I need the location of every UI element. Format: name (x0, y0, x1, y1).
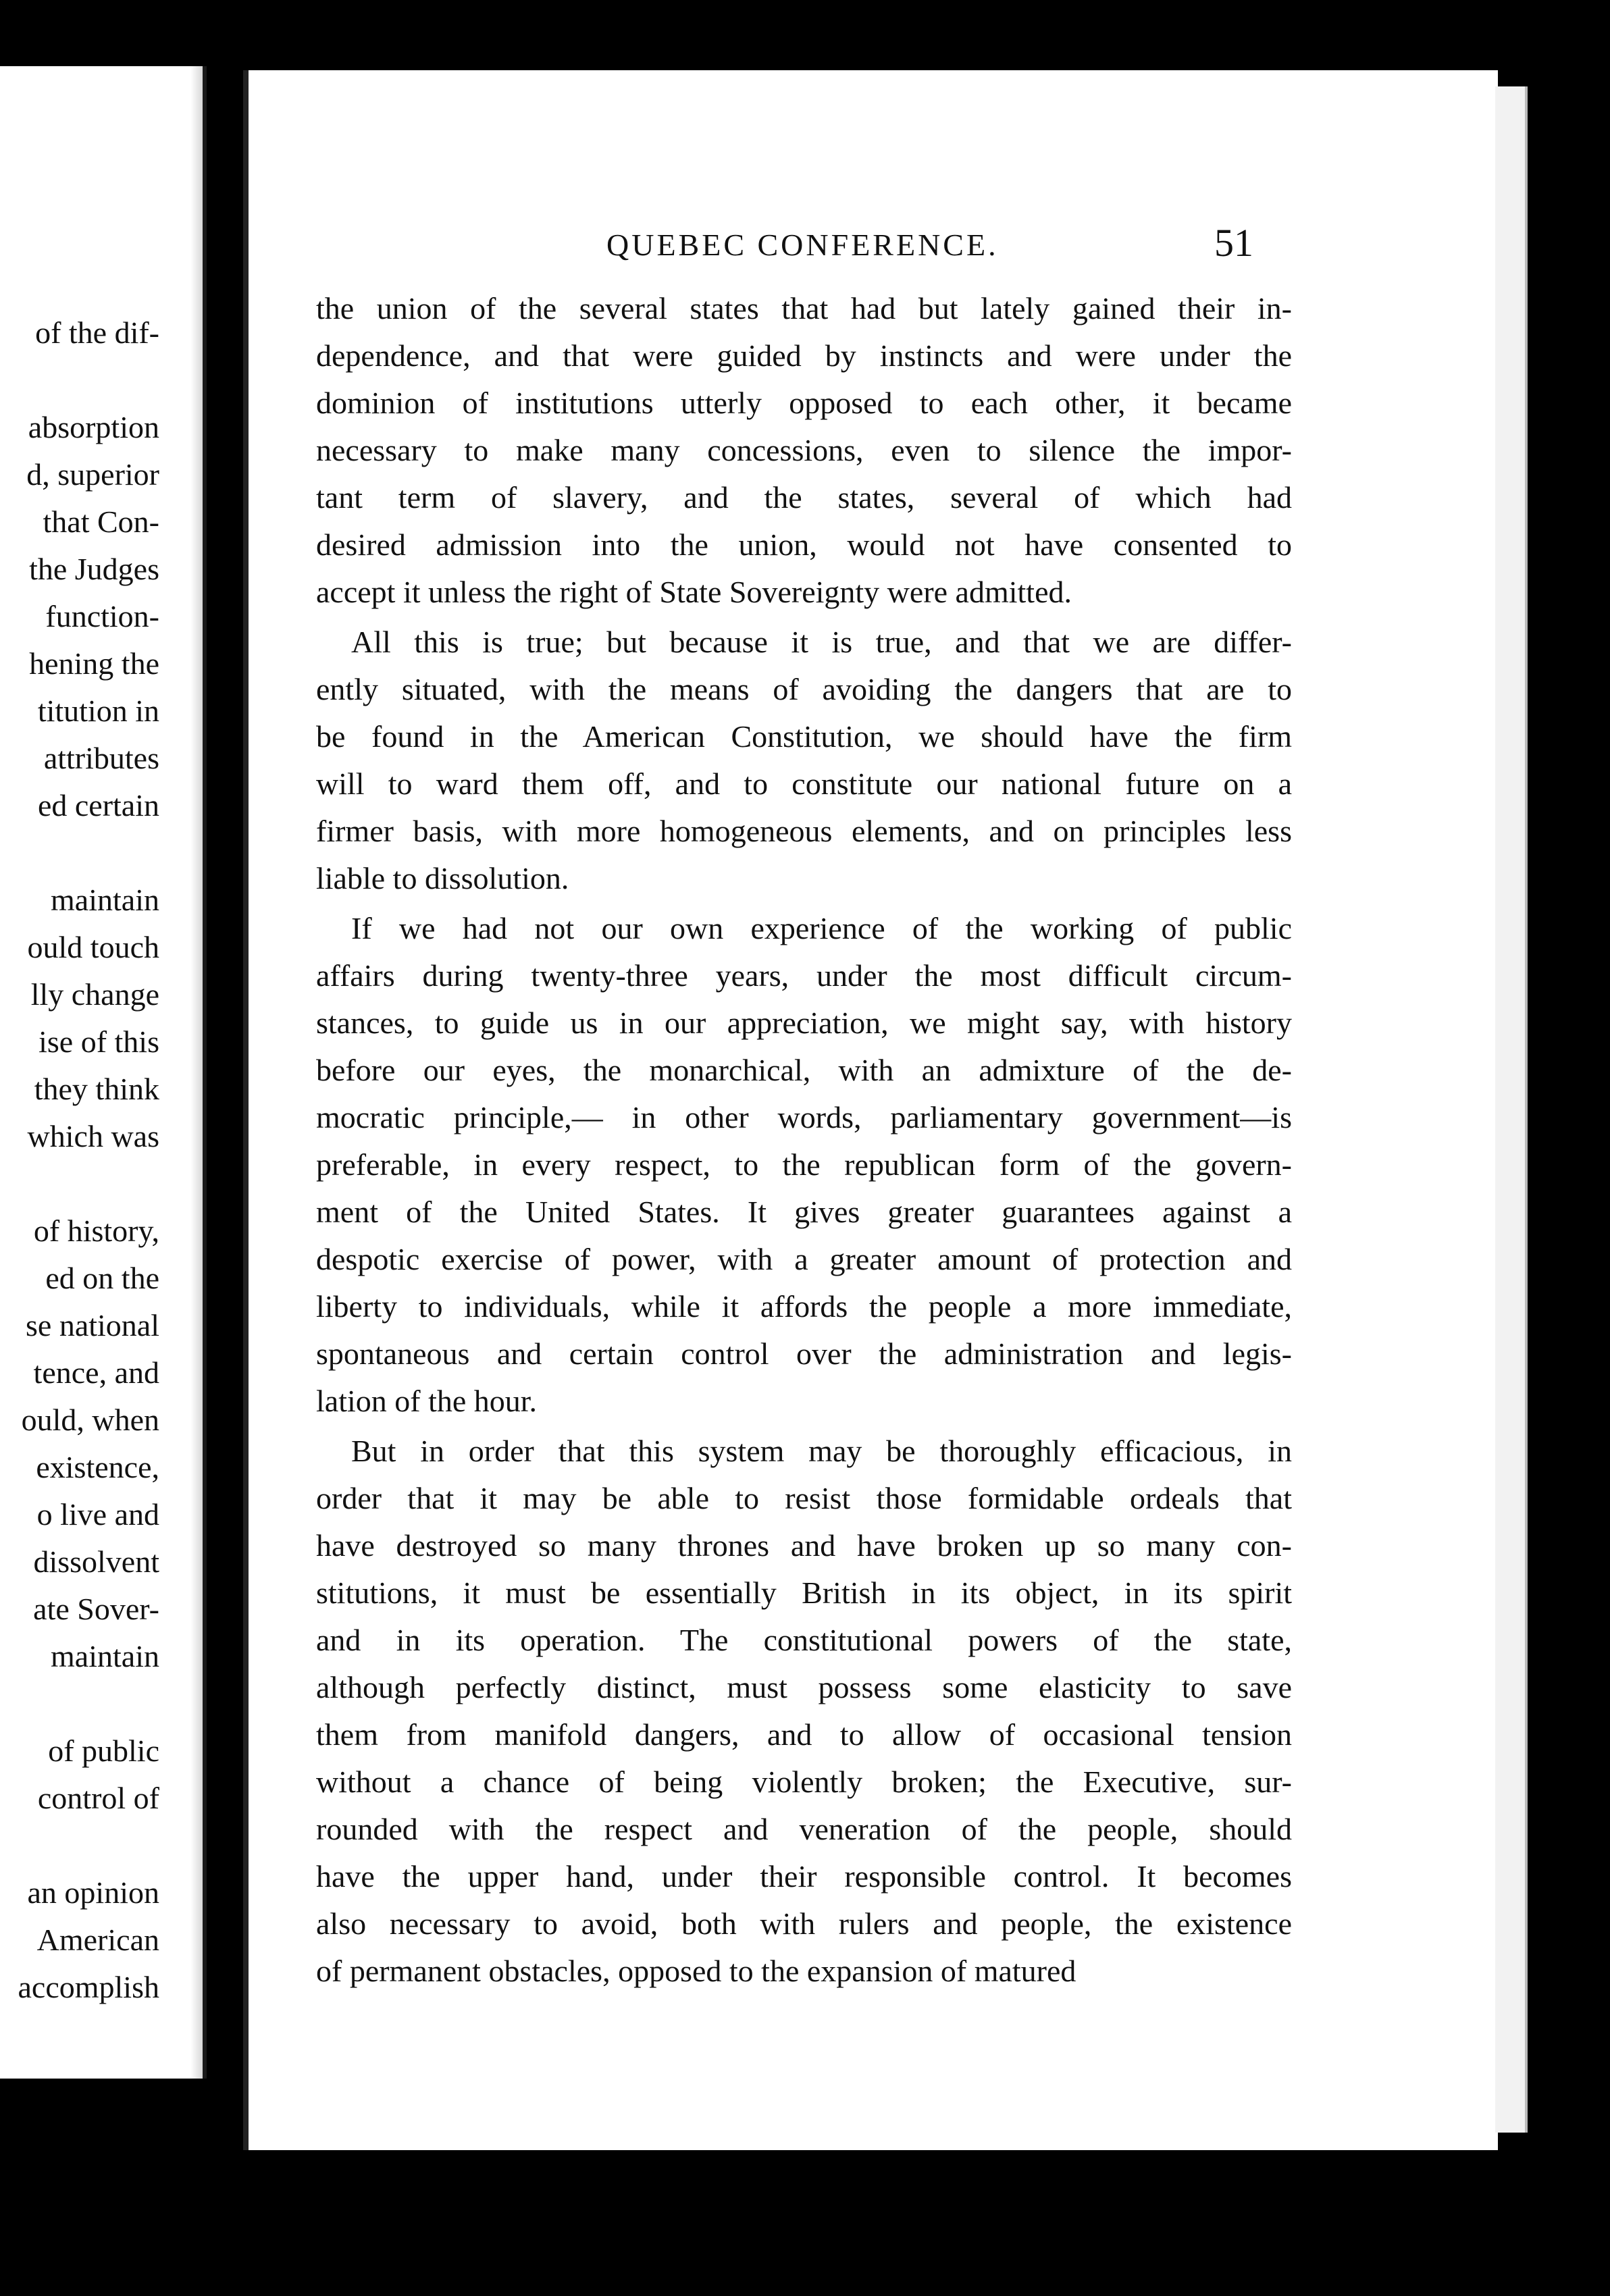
left-page-line: ould touch (27, 930, 159, 964)
left-page-line: existence, (36, 1450, 159, 1484)
text-line: rounded with the respect and veneration of the people, should (316, 1812, 1292, 1846)
left-page-line: absorption (28, 410, 159, 444)
paragraph-gap (316, 1995, 1292, 1998)
text-line: ment of the United States. It gives greater guarantees against a (316, 1195, 1292, 1229)
text-line: accept it unless the right of State Sovereignty were admitted. (316, 575, 1072, 609)
paragraph (316, 619, 1292, 902)
left-page-line: of the dif- (35, 315, 159, 350)
text-line: and in its operation. The constitutional powers of the state, (316, 1623, 1292, 1657)
text-line: have the upper hand, under their responsible control. It becomes (316, 1859, 1292, 1894)
text-line: tant term of slavery, and the states, several of which had (316, 480, 1292, 515)
left-page-line: ed certain (37, 788, 159, 823)
left-page-line: of public (48, 1733, 159, 1768)
text-line: order that it may be able to resist those formidable ordeals that (316, 1481, 1292, 1515)
left-page-line: control of (37, 1781, 159, 1815)
left-page-line: American (36, 1923, 159, 1957)
text-line: despotic exercise of power, with a greater amount of protection and (316, 1242, 1292, 1276)
paragraph (316, 1428, 1292, 1995)
left-page-line: which was (27, 1119, 159, 1153)
text-line: also necessary to avoid, both with rulers and people, the existence (316, 1906, 1292, 1941)
left-page-line: the Judges (29, 552, 159, 586)
text-line: them from manifold dangers, and to allow of occasional tension (316, 1717, 1292, 1752)
left-page-line: ise of this (38, 1024, 159, 1059)
main-page (243, 70, 1498, 2150)
text-line: necessary to make many concessions, even to silence the impor- (316, 433, 1292, 467)
text-line: stances, to guide us in our appreciation, we might say, with history (316, 1006, 1292, 1040)
left-page-line: ould, when (21, 1403, 159, 1437)
left-page-line: ed on the (45, 1261, 159, 1295)
left-page-line: function- (45, 599, 159, 633)
left-page-line: maintain (51, 1639, 159, 1673)
text-line: the union of the several states that had but lately gained their in- (316, 291, 1292, 325)
text-line: without a chance of being violently broken; the Executive, sur- (316, 1765, 1292, 1799)
left-page-line: of history, (33, 1214, 159, 1248)
left-page-line: se national (26, 1308, 159, 1342)
text-line: If we had not our own experience of the working of public (351, 911, 1292, 945)
text-line: All this is true; but because it is true, and that we are differ- (351, 625, 1292, 659)
text-line: dominion of institutions utterly opposed to each other, it became (316, 386, 1292, 420)
left-page-line: d, superior (26, 457, 159, 492)
text-line: liberty to individuals, while it affords the people a more immediate, (316, 1289, 1292, 1324)
page-number: 51 (1214, 221, 1253, 265)
body-text (316, 285, 1292, 1998)
left-page-line: hening the (29, 646, 159, 681)
text-line: although perfectly distinct, must possess some elasticity to save (316, 1670, 1292, 1704)
text-line: ently situated, with the means of avoiding the dangers that are to (316, 672, 1292, 706)
paragraph (316, 905, 1292, 1425)
text-line: of permanent obstacles, opposed to the expansion of matured (316, 1954, 1076, 1988)
text-line: firmer basis, with more homogeneous elements, and on principles less (316, 814, 1292, 848)
left-page-line: titution in (37, 694, 159, 728)
text-line: will to ward them off, and to constitute our national future on a (316, 766, 1292, 801)
left-page-line: maintain (51, 883, 159, 917)
text-line: stitutions, it must be essentially British in its object, in its spirit (316, 1575, 1292, 1610)
page-edge (1495, 86, 1528, 2133)
text-line: preferable, in every respect, to the republican form of the govern- (316, 1147, 1292, 1182)
left-facing-page (0, 66, 207, 2079)
text-line: spontaneous and certain control over the administration and legis- (316, 1336, 1292, 1371)
running-head: QUEBEC CONFERENCE. (606, 228, 999, 262)
text-line: But in order that this system may be thoroughly efficacious, in (351, 1434, 1292, 1468)
text-line: affairs during twenty-three years, under the most difficult circum- (316, 958, 1292, 993)
left-page-line: lly change (30, 977, 159, 1012)
left-page-line: an opinion (27, 1875, 159, 1910)
text-line: lation of the hour. (316, 1384, 538, 1418)
text-line: be found in the American Constitution, we should have the firm (316, 719, 1292, 754)
text-line: have destroyed so many thrones and have broken up so many con- (316, 1528, 1292, 1563)
text-line: before our eyes, the monarchical, with an admixture of the de- (316, 1053, 1292, 1087)
left-page-line: they think (34, 1072, 159, 1106)
left-page-line: ate Sover- (33, 1592, 159, 1626)
text-line: liable to dissolution. (316, 861, 569, 895)
paragraph (316, 285, 1292, 616)
left-page-line: accomplish (18, 1970, 159, 2004)
left-page-line: attributes (43, 741, 159, 775)
text-line: desired admission into the union, would not have consented to (316, 527, 1292, 562)
left-page-line: dissolvent (33, 1544, 159, 1579)
text-line: dependence, and that were guided by instincts and were under the (316, 338, 1292, 373)
left-page-line: tence, and (33, 1355, 159, 1390)
left-page-line: that Con- (43, 504, 159, 539)
text-line: mocratic principle,— in other words, parliamentary government—is (316, 1100, 1292, 1134)
left-page-line: o live and (36, 1497, 159, 1532)
page-gutter (190, 66, 203, 2079)
